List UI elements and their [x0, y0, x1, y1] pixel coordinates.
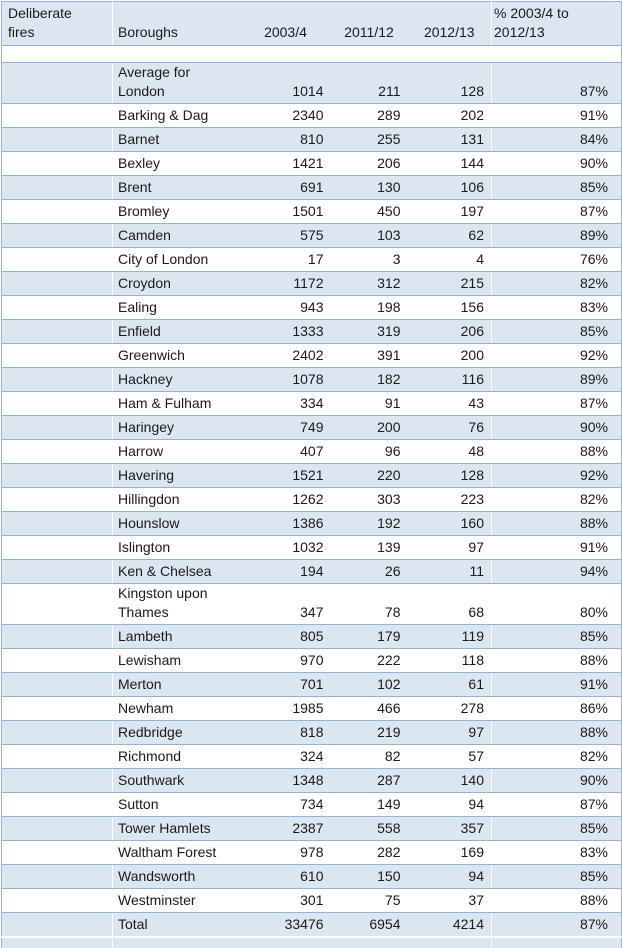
deliberate-fires-cell — [2, 865, 113, 889]
value-2012-13-cell: 169 — [408, 841, 492, 865]
value-2012-13-cell: 48 — [408, 440, 492, 464]
table-row — [2, 224, 622, 248]
borough-name-cell: Islington — [113, 536, 241, 560]
table-body — [2, 46, 622, 948]
borough-name-cell: Waltham Forest — [113, 841, 241, 865]
deliberate-fires-cell — [2, 649, 113, 673]
value-2003-4-cell: 610 — [241, 865, 331, 889]
spacer-row — [2, 46, 622, 63]
borough-name-cell: City of London — [113, 248, 241, 272]
table-row — [2, 697, 622, 721]
value-2012-13-cell: 57 — [408, 745, 492, 769]
value-2011-12-cell: 6954 — [331, 913, 408, 938]
borough-name-cell: Haringey — [113, 416, 241, 440]
table-row — [2, 272, 622, 296]
value-2012-13-cell: 4214 — [408, 913, 492, 938]
value-2012-13-cell: 131 — [408, 128, 492, 152]
table-row — [2, 584, 622, 625]
value-2003-4-cell: 1078 — [241, 368, 331, 392]
borough-name-cell: Hackney — [113, 368, 241, 392]
percent-change-cell: 88% — [492, 512, 622, 536]
borough-name-cell: Camden — [113, 224, 241, 248]
value-2011-12-cell: 75 — [331, 889, 408, 913]
borough-name-cell: Hillingdon — [113, 488, 241, 512]
table-row — [2, 344, 622, 368]
table-row — [2, 488, 622, 512]
deliberate-fires-cell — [2, 200, 113, 224]
deliberate-fires-cell — [2, 817, 113, 841]
deliberate-fires-cell — [2, 176, 113, 200]
value-2011-12-cell: 450 — [331, 200, 408, 224]
value-2011-12-cell: 319 — [331, 320, 408, 344]
value-2011-12-cell: 219 — [331, 721, 408, 745]
value-2011-12-cell: 78 — [331, 584, 408, 625]
value-2012-13-cell: 119 — [408, 625, 492, 649]
borough-name-cell: Westminster — [113, 889, 241, 913]
borough-name-cell: Richmond — [113, 745, 241, 769]
value-2011-12-cell: 182 — [331, 368, 408, 392]
value-2003-4-cell: 407 — [241, 440, 331, 464]
spreadsheet-view — [0, 1, 622, 871]
value-2003-4-cell: 334 — [241, 392, 331, 416]
value-2012-13-cell: 11 — [408, 560, 492, 584]
value-2003-4-cell: 691 — [241, 176, 331, 200]
borough-name-cell: Average for London — [113, 63, 241, 104]
value-2003-4-cell: 1333 — [241, 320, 331, 344]
column-header-boroughs: Boroughs — [113, 2, 241, 46]
percent-change-cell: 83% — [492, 841, 622, 865]
value-2012-13-cell: 106 — [408, 176, 492, 200]
table-row — [2, 152, 622, 176]
value-2003-4-cell: 943 — [241, 296, 331, 320]
borough-name-cell: Barnet — [113, 128, 241, 152]
column-header-2012-13: 2012/13 — [408, 2, 492, 46]
value-2003-4-cell: 1172 — [241, 272, 331, 296]
table-row — [2, 536, 622, 560]
value-2011-12-cell: 391 — [331, 344, 408, 368]
value-2003-4-cell: 194 — [241, 560, 331, 584]
value-2003-4-cell: 1501 — [241, 200, 331, 224]
table-row — [2, 913, 622, 938]
borough-name-cell: Brent — [113, 176, 241, 200]
percent-change-cell: 83% — [492, 296, 622, 320]
value-2012-13-cell: 62 — [408, 224, 492, 248]
value-2012-13-cell: 144 — [408, 152, 492, 176]
value-2011-12-cell: 287 — [331, 769, 408, 793]
table-row — [2, 176, 622, 200]
borough-name-cell: Enfield — [113, 320, 241, 344]
deliberate-fires-cell — [2, 320, 113, 344]
value-2012-13-cell: 202 — [408, 104, 492, 128]
corner-header-label: Deliberate fires — [8, 4, 80, 42]
bottom-partial-row — [2, 937, 622, 948]
borough-name-cell: Ealing — [113, 296, 241, 320]
table-row — [2, 793, 622, 817]
value-2003-4-cell: 17 — [241, 248, 331, 272]
value-2012-13-cell: 37 — [408, 889, 492, 913]
value-2003-4-cell: 749 — [241, 416, 331, 440]
deliberate-fires-cell — [2, 63, 113, 104]
value-2012-13-cell: 116 — [408, 368, 492, 392]
corner-header-deliberate-fires — [2, 2, 113, 46]
value-2011-12-cell: 255 — [331, 128, 408, 152]
borough-name-cell: Lewisham — [113, 649, 241, 673]
percent-change-cell: 92% — [492, 344, 622, 368]
value-2011-12-cell: 96 — [331, 440, 408, 464]
value-2011-12-cell: 150 — [331, 865, 408, 889]
value-2012-13-cell: 140 — [408, 769, 492, 793]
column-header-percent-change: % 2003/4 to 2012/13 — [492, 2, 622, 46]
percent-change-cell: 87% — [492, 793, 622, 817]
table-row — [2, 721, 622, 745]
value-2012-13-cell: 94 — [408, 865, 492, 889]
value-2011-12-cell: 466 — [331, 697, 408, 721]
value-2011-12-cell: 222 — [331, 649, 408, 673]
table-row — [2, 320, 622, 344]
value-2012-13-cell: 128 — [408, 464, 492, 488]
borough-name-cell: Havering — [113, 464, 241, 488]
percent-change-cell: 86% — [492, 697, 622, 721]
borough-name-cell: Hounslow — [113, 512, 241, 536]
percent-change-cell: 91% — [492, 673, 622, 697]
value-2003-4-cell: 2402 — [241, 344, 331, 368]
table-row — [2, 416, 622, 440]
value-2012-13-cell: 97 — [408, 536, 492, 560]
percent-change-cell: 85% — [492, 625, 622, 649]
table-row — [2, 63, 622, 104]
percent-change-cell: 80% — [492, 584, 622, 625]
percent-change-cell: 91% — [492, 536, 622, 560]
value-2003-4-cell: 1386 — [241, 512, 331, 536]
borough-name-cell: Southwark — [113, 769, 241, 793]
deliberate-fires-cell — [2, 625, 113, 649]
value-2003-4-cell: 2387 — [241, 817, 331, 841]
deliberate-fires-cell — [2, 416, 113, 440]
value-2012-13-cell: 94 — [408, 793, 492, 817]
value-2011-12-cell: 303 — [331, 488, 408, 512]
percent-change-cell: 88% — [492, 721, 622, 745]
value-2011-12-cell: 102 — [331, 673, 408, 697]
value-2003-4-cell: 1348 — [241, 769, 331, 793]
value-2012-13-cell: 76 — [408, 416, 492, 440]
value-2011-12-cell: 179 — [331, 625, 408, 649]
value-2012-13-cell: 223 — [408, 488, 492, 512]
deliberate-fires-cell — [2, 536, 113, 560]
borough-name-cell: Wandsworth — [113, 865, 241, 889]
percent-change-cell: 87% — [492, 63, 622, 104]
value-2003-4-cell: 575 — [241, 224, 331, 248]
deliberate-fires-cell — [2, 769, 113, 793]
value-2003-4-cell: 1985 — [241, 697, 331, 721]
value-2011-12-cell: 103 — [331, 224, 408, 248]
percent-change-cell: 89% — [492, 368, 622, 392]
borough-name-cell: Ken & Chelsea — [113, 560, 241, 584]
value-2012-13-cell: 97 — [408, 721, 492, 745]
percent-change-cell: 87% — [492, 913, 622, 938]
percent-change-cell: 90% — [492, 152, 622, 176]
value-2011-12-cell: 211 — [331, 63, 408, 104]
value-2003-4-cell: 978 — [241, 841, 331, 865]
table-row — [2, 464, 622, 488]
value-2011-12-cell: 91 — [331, 392, 408, 416]
value-2003-4-cell: 1521 — [241, 464, 331, 488]
percent-change-cell: 85% — [492, 865, 622, 889]
percent-change-cell: 85% — [492, 176, 622, 200]
percent-change-cell: 87% — [492, 392, 622, 416]
table-row — [2, 104, 622, 128]
borough-name-cell: Merton — [113, 673, 241, 697]
value-2012-13-cell: 278 — [408, 697, 492, 721]
table-row — [2, 865, 622, 889]
table-row — [2, 296, 622, 320]
percent-change-cell: 90% — [492, 769, 622, 793]
deliberate-fires-cell — [2, 560, 113, 584]
deliberate-fires-cell — [2, 440, 113, 464]
borough-name-cell: Bexley — [113, 152, 241, 176]
deliberate-fires-cell — [2, 152, 113, 176]
deliberate-fires-cell — [2, 344, 113, 368]
borough-name-cell: Total — [113, 913, 241, 938]
deliberate-fires-cell — [2, 793, 113, 817]
value-2012-13-cell: 197 — [408, 200, 492, 224]
percent-change-cell: 89% — [492, 224, 622, 248]
borough-name-cell: Harrow — [113, 440, 241, 464]
borough-name-cell: Barking & Dag — [113, 104, 241, 128]
column-header-2011-12: 2011/12 — [331, 2, 408, 46]
borough-name-cell: Newham — [113, 697, 241, 721]
value-2011-12-cell: 206 — [331, 152, 408, 176]
table-row — [2, 560, 622, 584]
value-2012-13-cell: 61 — [408, 673, 492, 697]
value-2003-4-cell: 324 — [241, 745, 331, 769]
deliberate-fires-cell — [2, 697, 113, 721]
table-row — [2, 128, 622, 152]
percent-change-cell: 85% — [492, 320, 622, 344]
deliberate-fires-cell — [2, 841, 113, 865]
deliberate-fires-table — [1, 1, 622, 948]
value-2003-4-cell: 734 — [241, 793, 331, 817]
percent-change-cell: 88% — [492, 440, 622, 464]
table-row — [2, 368, 622, 392]
table-row — [2, 817, 622, 841]
value-2011-12-cell: 3 — [331, 248, 408, 272]
table-row — [2, 649, 622, 673]
borough-name-cell: Tower Hamlets — [113, 817, 241, 841]
percent-change-cell: 88% — [492, 649, 622, 673]
value-2003-4-cell: 301 — [241, 889, 331, 913]
table-row — [2, 392, 622, 416]
deliberate-fires-cell — [2, 104, 113, 128]
value-2003-4-cell: 347 — [241, 584, 331, 625]
value-2003-4-cell: 1421 — [241, 152, 331, 176]
borough-name-cell: Greenwich — [113, 344, 241, 368]
table-row — [2, 745, 622, 769]
table-row — [2, 512, 622, 536]
value-2012-13-cell: 215 — [408, 272, 492, 296]
deliberate-fires-cell — [2, 128, 113, 152]
value-2003-4-cell: 818 — [241, 721, 331, 745]
value-2012-13-cell: 200 — [408, 344, 492, 368]
value-2003-4-cell: 970 — [241, 649, 331, 673]
value-2011-12-cell: 220 — [331, 464, 408, 488]
value-2003-4-cell: 805 — [241, 625, 331, 649]
value-2011-12-cell: 200 — [331, 416, 408, 440]
value-2011-12-cell: 26 — [331, 560, 408, 584]
percent-change-cell: 90% — [492, 416, 622, 440]
deliberate-fires-cell — [2, 721, 113, 745]
value-2003-4-cell: 1032 — [241, 536, 331, 560]
percent-change-cell: 94% — [492, 560, 622, 584]
value-2012-13-cell: 68 — [408, 584, 492, 625]
value-2012-13-cell: 357 — [408, 817, 492, 841]
percent-change-cell: 92% — [492, 464, 622, 488]
percent-change-cell: 82% — [492, 488, 622, 512]
deliberate-fires-cell — [2, 889, 113, 913]
table-row — [2, 769, 622, 793]
value-2011-12-cell: 312 — [331, 272, 408, 296]
borough-name-cell: Croydon — [113, 272, 241, 296]
value-2012-13-cell: 160 — [408, 512, 492, 536]
table-row — [2, 673, 622, 697]
value-2003-4-cell: 810 — [241, 128, 331, 152]
borough-name-cell: Sutton — [113, 793, 241, 817]
value-2011-12-cell: 139 — [331, 536, 408, 560]
borough-name-cell: Ham & Fulham — [113, 392, 241, 416]
percent-change-cell: 85% — [492, 817, 622, 841]
percent-change-cell: 91% — [492, 104, 622, 128]
value-2012-13-cell: 118 — [408, 649, 492, 673]
value-2012-13-cell: 128 — [408, 63, 492, 104]
deliberate-fires-cell — [2, 464, 113, 488]
deliberate-fires-cell — [2, 272, 113, 296]
deliberate-fires-cell — [2, 745, 113, 769]
value-2003-4-cell: 1262 — [241, 488, 331, 512]
header-row — [2, 2, 622, 46]
value-2011-12-cell: 558 — [331, 817, 408, 841]
value-2003-4-cell: 33476 — [241, 913, 331, 938]
deliberate-fires-cell — [2, 392, 113, 416]
value-2011-12-cell: 282 — [331, 841, 408, 865]
value-2012-13-cell: 206 — [408, 320, 492, 344]
value-2011-12-cell: 192 — [331, 512, 408, 536]
deliberate-fires-cell — [2, 224, 113, 248]
value-2011-12-cell: 149 — [331, 793, 408, 817]
value-2011-12-cell: 198 — [331, 296, 408, 320]
value-2012-13-cell: 156 — [408, 296, 492, 320]
value-2003-4-cell: 701 — [241, 673, 331, 697]
borough-name-cell: Kingston upon Thames — [113, 584, 241, 625]
deliberate-fires-cell — [2, 584, 113, 625]
deliberate-fires-cell — [2, 368, 113, 392]
value-2011-12-cell: 289 — [331, 104, 408, 128]
value-2011-12-cell: 82 — [331, 745, 408, 769]
table-row — [2, 889, 622, 913]
table-row — [2, 440, 622, 464]
deliberate-fires-cell — [2, 913, 113, 938]
percent-change-cell: 87% — [492, 200, 622, 224]
borough-name-cell: Redbridge — [113, 721, 241, 745]
value-2011-12-cell: 130 — [331, 176, 408, 200]
percent-change-cell: 82% — [492, 272, 622, 296]
percent-change-cell: 88% — [492, 889, 622, 913]
percent-change-cell: 82% — [492, 745, 622, 769]
value-2003-4-cell: 1014 — [241, 63, 331, 104]
table-row — [2, 200, 622, 224]
value-2003-4-cell: 2340 — [241, 104, 331, 128]
table-row — [2, 625, 622, 649]
deliberate-fires-cell — [2, 512, 113, 536]
table-row — [2, 248, 622, 272]
deliberate-fires-cell — [2, 296, 113, 320]
percent-change-cell: 84% — [492, 128, 622, 152]
deliberate-fires-cell — [2, 488, 113, 512]
borough-name-cell: Lambeth — [113, 625, 241, 649]
deliberate-fires-cell — [2, 673, 113, 697]
column-header-2003-4: 2003/4 — [241, 2, 331, 46]
percent-change-cell: 76% — [492, 248, 622, 272]
deliberate-fires-cell — [2, 248, 113, 272]
borough-name-cell: Bromley — [113, 200, 241, 224]
value-2012-13-cell: 43 — [408, 392, 492, 416]
value-2012-13-cell: 4 — [408, 248, 492, 272]
table-row — [2, 841, 622, 865]
